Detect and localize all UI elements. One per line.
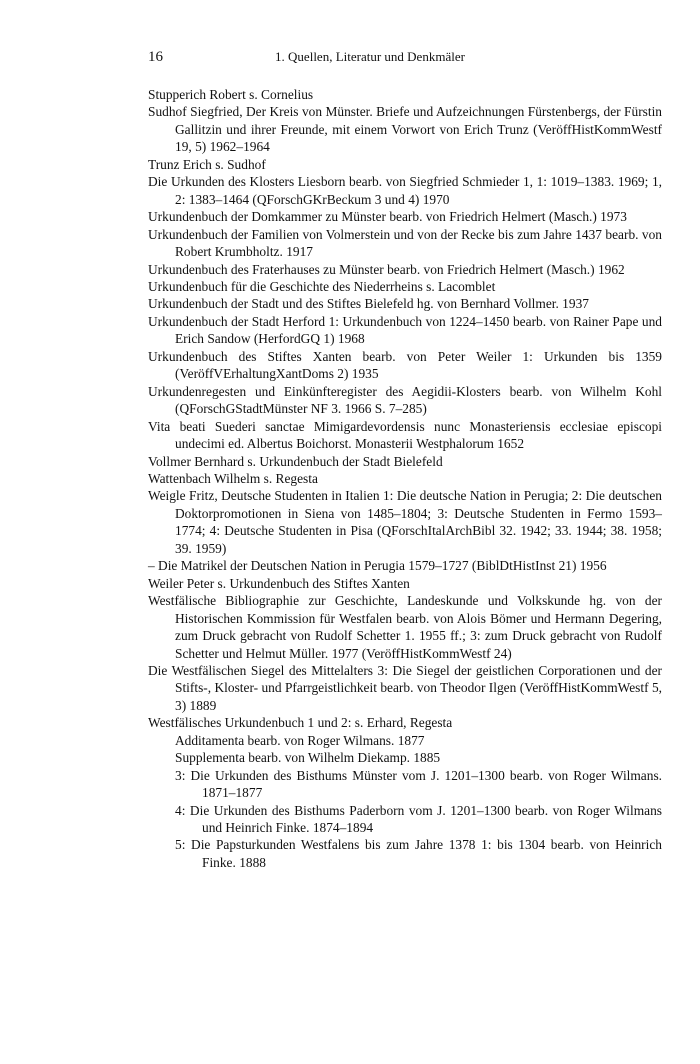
bibliography-entry: Die Westfälischen Siegel des Mittelalters 3: Die Siegel der geistlichen Corporationen und der Stifts-, Kloster- und Pfarrgeistlichkeit bearb. von Theodor Ilgen (VeröffHistKommWestf 5, 3) 1889	[148, 662, 662, 713]
bibliography-entry: Wattenbach Wilhelm s. Regesta	[148, 470, 318, 486]
bibliography-subentry: Supplementa bearb. von Wilhelm Diekamp. 1885	[175, 750, 441, 766]
bibliography-entry: Stupperich Robert s. Cornelius	[148, 87, 314, 102]
bibliography-entry: Urkundenbuch der Familien von Volmerstein und von der Recke bis zum Jahre 1437 bearb. von Robert Krumbholtz. 1917	[148, 226, 662, 260]
page-header	[148, 48, 562, 66]
bibliography-list	[148, 86, 662, 871]
bibliography-entry: Sudhof Siegfried, Der Kreis von Münster. Briefe und Aufzeichnungen Fürstenbergs, der Fürstin Gallitzin und ihrer Freunde, mit einem Vorwort von Erich Trunz (VeröffHistKommWestf 19, 5) 1962–1964	[148, 104, 662, 155]
page-number: 16	[148, 49, 163, 65]
bibliography-entry: Urkundenbuch des Stiftes Xanten bearb. von Peter Weiler 1: Urkunden bis 1359 (VeröffVErhaltungXantDoms 2) 1935	[148, 348, 662, 382]
bibliography-subentry: 5: Die Papsturkunden Westfalens bis zum Jahre 1378 1: bis 1304 bearb. von Heinrich Finke. 1888	[175, 837, 662, 870]
bibliography-entry: Trunz Erich s. Sudhof	[148, 156, 266, 172]
bibliography-entry: Urkundenbuch der Domkammer zu Münster bearb. von Friedrich Helmert (Masch.) 1973	[148, 209, 627, 225]
bibliography-entry: Urkundenbuch der Stadt und des Stiftes Bielefeld hg. von Bernhard Vollmer. 1937	[148, 296, 589, 312]
bibliography-entry: Vollmer Bernhard s. Urkundenbuch der Stadt Bielefeld	[148, 453, 443, 469]
bibliography-entry: Urkundenbuch für die Geschichte des Niederrheins s. Lacomblet	[148, 278, 496, 294]
bibliography-entry: Die Urkunden des Klosters Liesborn bearb. von Siegfried Schmieder 1, 1: 1019–1383. 1969; 1, 2: 1383–1464 (QForschGKrBeckum 3 und 4) 1970	[148, 174, 662, 207]
bibliography-entry: Vita beati Suederi sanctae Mimigardevordensis nunc Monasteriensis ecclesiae episcopi undecimi ed. Albertus Boichorst. Monasterii Westphalorum 1652	[148, 418, 662, 452]
bibliography-subentries	[148, 732, 662, 872]
bibliography-entry: Westfälische Bibliographie zur Geschichte, Landeskunde und Volkskunde hg. von der Historischen Kommission für Westfalen bearb. von Alois Bömer und Hermann Degering, zum Druck gebracht von Rudolf Schetter 1. 1955 ff.; 3: zum Druck gebracht von Rudolf Schetter und Helmut Müller. 1977 (VeröffHistKommWestf 24)	[148, 593, 662, 661]
bibliography-entry: Urkundenregesten und Einkünfteregister des Aegidii-Klosters bearb. von Wilhelm Kohl (QForschGStadtMünster NF 3. 1966 S. 7–285)	[148, 383, 662, 417]
bibliography-entry: Urkundenbuch der Stadt Herford 1: Urkundenbuch von 1224–1450 bearb. von Rainer Pape und Erich Sandow (HerfordGQ 1) 1968	[148, 313, 662, 347]
bibliography-subentry: 4: Die Urkunden des Bisthums Paderborn vom J. 1201–1300 bearb. von Roger Wilmans und Heinrich Finke. 1874–1894	[175, 802, 662, 836]
running-title: 1. Quellen, Literatur und Denkmäler	[275, 49, 465, 64]
bibliography-subentry: Additamenta bearb. von Roger Wilmans. 1877	[175, 732, 425, 748]
bibliography-entry: – Die Matrikel der Deutschen Nation in Perugia 1579–1727 (BiblDtHistInst 21) 1956	[148, 558, 607, 574]
bibliography-entry: Weiler Peter s. Urkundenbuch des Stiftes Xanten	[148, 575, 410, 591]
bibliography-subentry: 3: Die Urkunden des Bisthums Münster vom J. 1201–1300 bearb. von Roger Wilmans. 1871–1877	[175, 767, 662, 801]
bibliography-entry: Westfälisches Urkundenbuch 1 und 2: s. Erhard, Regesta	[148, 715, 453, 731]
bibliography-entry: Urkundenbuch des Fraterhauses zu Münster bearb. von Friedrich Helmert (Masch.) 1962	[148, 261, 625, 277]
bibliography-entry: Weigle Fritz, Deutsche Studenten in Italien 1: Die deutsche Nation in Perugia; 2: Die deutschen Doktorpromotionen in Siena von 1485–1804; 3: Deutsche Studenten in Fermo 1593–1774; 4: Deutsche Studenten in Pisa (QForschItalArchBibl 32. 1942; 33. 1944; 38. 1958; 39. 1959)	[148, 488, 662, 556]
